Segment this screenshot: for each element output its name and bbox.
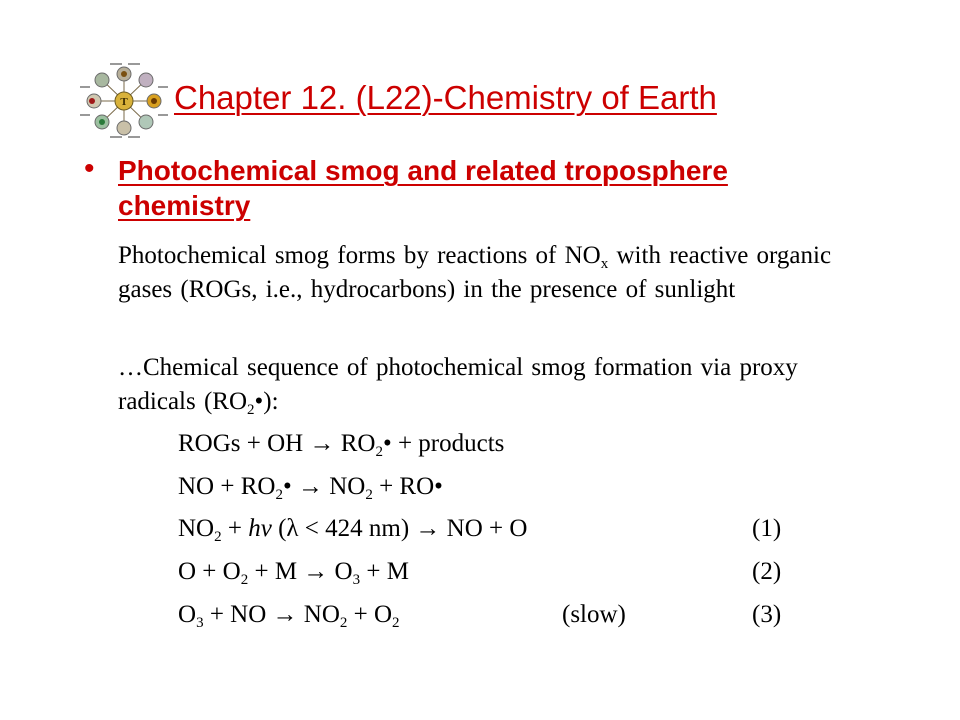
equation-number: (1) (752, 515, 782, 542)
smog-definition-paragraph: Photochemical smog forms by reactions of $NO_x$ with reactive organic gases (ROGs, i.e., hydrocarbons) in the presence of sunlight (118, 242, 832, 303)
svg-text:T: T (120, 96, 128, 108)
reaction-equation: $O_3$ + NO → $NO_2 + O_2$ (178, 601, 400, 631)
reaction-equation: NO + $RO_2• \to NO_2$ + RO• (178, 473, 443, 503)
reaction-equation: ROGs + OH → $RO_2•$ + products (178, 430, 505, 460)
sequence-intro-paragraph: …Chemical sequence of photochemical smog formation via proxy radicals $(RO_2•)$: (118, 354, 798, 418)
equation-number: (3) (752, 601, 782, 628)
section-heading[interactable]: Photochemical smog and related troposphere chemistry (118, 155, 728, 221)
bullet-marker: • (84, 152, 95, 185)
slide-title[interactable]: Chapter 12. (L22)-Chemistry of Earth (174, 79, 717, 116)
reaction-equation: $O + O_2 + M \to O_3 + M$ (178, 558, 409, 588)
equation-number: (2) (752, 558, 782, 585)
reaction-rate-note: (slow) (562, 601, 626, 628)
reaction-equation: $NO_2$ + hv (λ < 424 nm) → NO + O (178, 515, 528, 545)
chemistry-wheel-icon (78, 62, 170, 140)
